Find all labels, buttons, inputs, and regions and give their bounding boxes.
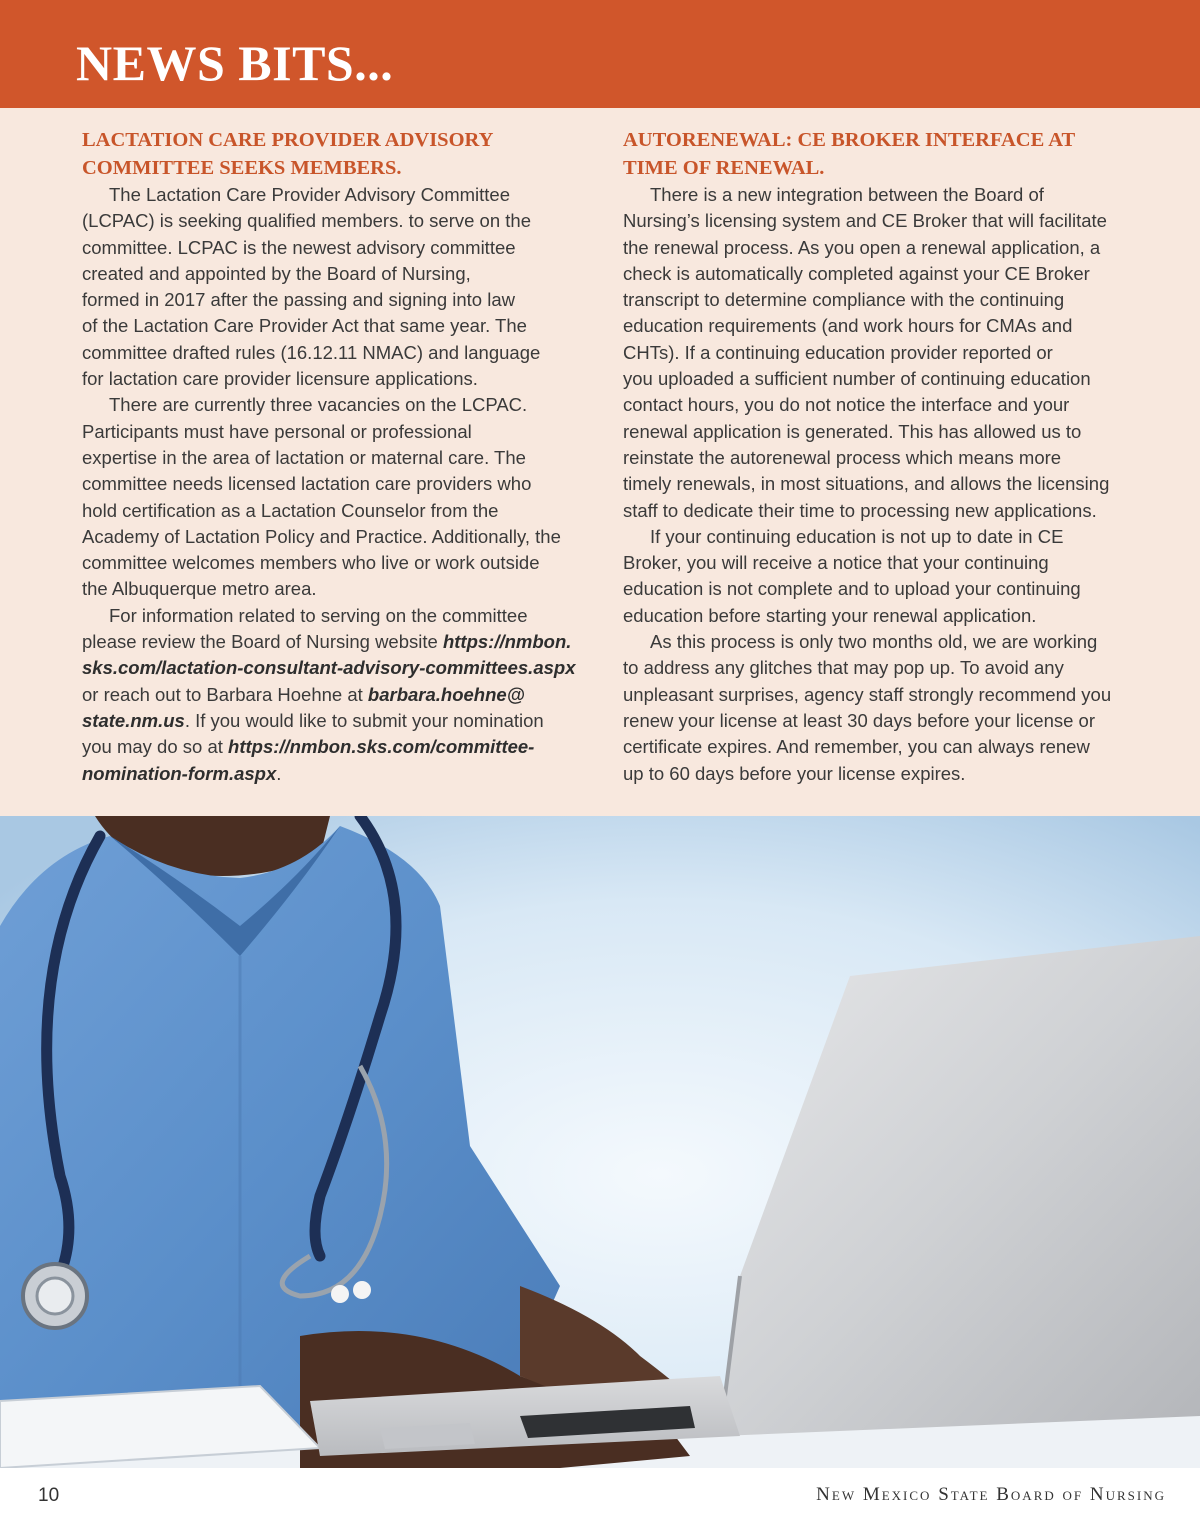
article-paragraph — [82, 392, 592, 602]
text-line: expertise in the area of lactation or maternal care. The — [82, 446, 526, 468]
text-line: If your continuing education is not up to date in CE — [650, 525, 1064, 547]
text-line: certificate expires. And remember, you can always renew — [623, 736, 1090, 758]
text-line: The Lactation Care Provider Advisory Committee — [109, 184, 511, 205]
headline-line: AUTORENEWAL: CE BROKER INTERFACE AT — [623, 129, 1076, 151]
text-line: There are currently three vacancies on the LCPAC. — [109, 394, 528, 416]
text-line: transcript to determine compliance with the continuing — [623, 289, 1065, 311]
text-line: Nursing’s licensing system and CE Broker that will facilitate — [623, 210, 1107, 232]
text-line: committee drafted rules (16.12.11 NMAC) and language — [82, 341, 541, 363]
text-segment: or reach out to Barbara Hoehne at — [82, 683, 368, 705]
text-line: created and appointed by the Board of Nursing, — [82, 262, 471, 284]
text-line: contact hours, you do not notice the interface and your — [623, 394, 1070, 416]
text-segment: please review the Board of Nursing website — [82, 631, 443, 653]
text-line: education requirements (and work hours for CMAs and — [623, 315, 1073, 337]
email-link[interactable]: barbara.hoehne@ — [367, 683, 525, 705]
publication-name: New Mexico State Board of Nursing — [816, 1484, 1166, 1505]
text-line: check is automatically completed against your CE Broker — [623, 262, 1090, 284]
text-line: timely renewals, in most situations, and allows the licensing — [623, 473, 1110, 495]
text-line — [82, 734, 592, 760]
news-content — [0, 108, 1200, 816]
text-line: staff to dedicate their time to processing new applications. — [623, 499, 1097, 521]
text-line: There is a new integration between the Board of — [650, 184, 1044, 205]
text-line: to address any glitches that may pop up. To avoid any — [623, 657, 1064, 679]
headline-line: TIME OF RENEWAL. — [623, 157, 825, 179]
page-number: 10 — [38, 1485, 60, 1506]
page-title: NEWS BITS... — [76, 35, 394, 91]
lactation-article — [82, 126, 592, 787]
text-line: unpleasant surprises, agency staff strongly recommend you — [623, 683, 1112, 705]
text-line — [82, 655, 592, 681]
text-line: committee. LCPAC is the newest advisory committee — [82, 236, 516, 258]
text-line: education before starting your renewal application. — [623, 604, 1037, 626]
text-line: (LCPAC) is seeking qualified members. to serve on the — [82, 210, 531, 232]
text-line: renewal application is generated. This has allowed us to — [623, 420, 1082, 442]
lcpac-website-link[interactable]: sks.com/lactation-consultant-advisory-committees.aspx — [82, 657, 576, 679]
text-line: of the Lactation Care Provider Act that same year. The — [82, 315, 527, 337]
text-line: renew your license at least 30 days before your license or — [623, 709, 1096, 731]
text-line: hold certification as a Lactation Counselor from the — [82, 499, 499, 521]
text-line: Participants must have personal or professional — [82, 420, 472, 442]
text-line: As this process is only two months old, we are working — [650, 631, 1098, 653]
nurse-laptop-photo — [0, 816, 1200, 1468]
text-line: you uploaded a sufficient number of continuing education — [623, 368, 1091, 390]
text-segment: . If you would like to submit your nomination — [184, 709, 544, 731]
article-paragraph — [623, 629, 1133, 787]
text-line — [82, 761, 592, 787]
text-line: for lactation care provider licensure applications. — [82, 368, 478, 390]
article-paragraph — [623, 524, 1133, 629]
lcpac-website-link[interactable]: https://nmbon. — [442, 631, 572, 653]
text-line: the renewal process. As you open a renewal application, a — [623, 236, 1101, 258]
text-segment: you may do so at — [82, 736, 229, 758]
headline-line: COMMITTEE SEEKS MEMBERS. — [82, 157, 402, 179]
text-line: committee needs licensed lactation care providers who — [82, 473, 532, 495]
email-link[interactable]: state.nm.us — [82, 709, 185, 731]
autorenewal-article-headline — [623, 126, 1133, 182]
header-band — [0, 0, 1200, 108]
article-paragraph — [82, 603, 592, 787]
text-line: committee welcomes members who live or work outside — [82, 552, 540, 574]
text-line: formed in 2017 after the passing and signing into law — [82, 289, 515, 311]
article-paragraph — [82, 182, 592, 392]
text-segment: . — [276, 762, 282, 784]
autorenewal-article — [623, 126, 1133, 787]
text-line: CHTs). If a continuing education provider reported or — [623, 341, 1053, 363]
text-line: Academy of Lactation Policy and Practice. Additionally, the — [82, 525, 561, 547]
article-paragraph — [623, 182, 1133, 524]
text-line — [82, 629, 592, 655]
text-line: education is not complete and to upload your continuing — [623, 578, 1081, 600]
text-line — [82, 682, 592, 708]
text-line: the Albuquerque metro area. — [82, 578, 317, 600]
text-line: up to 60 days before your license expires. — [623, 762, 966, 784]
text-line — [82, 708, 592, 734]
text-line: Broker, you will receive a notice that your continuing — [623, 552, 1049, 574]
nomination-form-link[interactable]: nomination-form.aspx — [82, 762, 277, 784]
lactation-article-headline — [82, 126, 592, 182]
headline-line: LACTATION CARE PROVIDER ADVISORY — [82, 129, 494, 151]
page-footer — [0, 1468, 1200, 1540]
nomination-form-link[interactable]: https://nmbon.sks.com/committee- — [228, 736, 535, 758]
text-line: reinstate the autorenewal process which means more — [623, 446, 1062, 468]
text-line: For information related to serving on the committee — [109, 604, 528, 626]
